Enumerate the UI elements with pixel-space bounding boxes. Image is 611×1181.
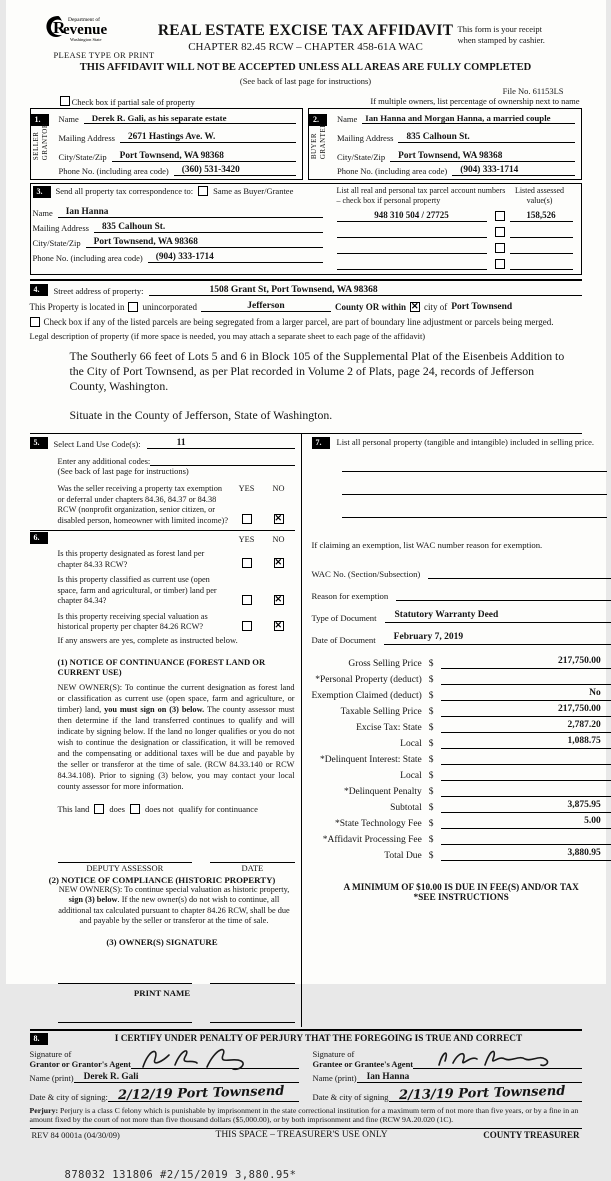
corr-phone-label: Phone No. (including area code) — [33, 253, 148, 263]
land-use-column — [30, 434, 302, 1027]
city-of-label: city of — [424, 302, 447, 312]
money-row: Subtotal $ 3,875.95 — [312, 797, 611, 813]
does-not-label: does not — [145, 804, 174, 814]
buyer-name-label: Name — [337, 114, 362, 124]
notice-compliance-title: (2) NOTICE OF COMPLIANCE (HISTORIC PROPERTY) — [30, 875, 295, 885]
seller-phone-field[interactable]: (360) 531-3420 — [174, 165, 296, 176]
money-row: Gross Selling Price $ 217,750.00 — [312, 653, 611, 669]
legal-description-label: Legal description of property (if more space is needed, you may attach a separate sheet to each page of the affidavit) — [30, 331, 582, 341]
parcel-row — [337, 242, 573, 254]
seller-phone-label: Phone No. (including area code) — [59, 166, 174, 176]
does-checkbox[interactable] — [94, 804, 104, 814]
delinquent-interest-state-field[interactable] — [441, 752, 611, 765]
corr-city-label: City/State/Zip — [33, 238, 86, 248]
dor-logo — [44, 12, 136, 53]
form-title: REAL ESTATE EXCISE TAX AFFIDAVIT — [150, 22, 462, 40]
grantor-signature-line[interactable] — [131, 1056, 299, 1069]
parcel-row — [337, 258, 573, 270]
parcel-number-field[interactable] — [337, 226, 487, 238]
seller-role-label: SELLER GRANTOR — [32, 123, 50, 160]
exemption-claimed-field[interactable]: No — [441, 688, 611, 701]
form-footer — [30, 1128, 582, 1141]
type-of-document-field[interactable]: Statutory Warranty Deed — [385, 610, 611, 623]
land-use-code-field[interactable]: 11 — [147, 438, 295, 449]
reet-affidavit-form — [6, 0, 606, 984]
seller-grantor-box — [30, 108, 304, 180]
sale-price-column — [302, 434, 611, 1027]
date-of-document-label: Date of Document — [312, 635, 384, 645]
historical-yes-checkbox[interactable] — [242, 621, 252, 631]
deputy-date-label: DATE — [210, 863, 294, 873]
exemption-question: Was the seller receiving a property tax exemption or deferral under chapters 84.36, 84.37 or 84.38 RCW (nonprofit organization, senior citizen, or disabled person, homeowner with limited income)? — [30, 484, 231, 526]
correspondence-label: Send all property tax correspondence to: — [56, 186, 194, 196]
logo-dept-text: Department of — [68, 16, 100, 23]
certification-section — [30, 1029, 582, 1125]
historical-no-checkbox[interactable] — [274, 621, 284, 631]
street-address-label: Street address of property: — [48, 286, 150, 296]
same-as-buyer-label: Same as Buyer/Grantee — [213, 186, 293, 196]
seller-mailing-label: Mailing Address — [59, 133, 120, 143]
forest-yes-checkbox[interactable] — [242, 558, 252, 568]
owner-signature-line[interactable] — [210, 973, 294, 984]
land-use-label: Select Land Use Code(s): — [48, 439, 147, 449]
print-name-line[interactable] — [58, 1012, 193, 1023]
same-as-buyer-checkbox[interactable] — [198, 186, 208, 196]
notice-continuance-text: NEW OWNER(S): To continue the current designation as forest land or classification as current use (open space, farm and agriculture, or timber) land, you must sign on (3) below. The county assessor must then determine if the land transferred continues to qualify and will indicate by signing below. If the land no longer qualifies or you do not wish to continue the designation or classification, it will be removed and the compensating or additional taxes will be due and payable by the seller or transferor at the time of sale. (RCW 84.33.140 or RCW 84.34.108). Prior to signing (3) below, you may contact your local county assessor for more information. — [30, 682, 295, 792]
wac-field[interactable] — [428, 566, 610, 579]
city-field[interactable]: Port Townsend — [451, 302, 512, 312]
section3-number: 3. — [33, 186, 51, 198]
current-use-no-checkbox[interactable] — [274, 595, 284, 605]
buyer-phone-label: Phone No. (including area code) — [337, 166, 452, 176]
current-use-question-row: Is this property classified as current use (open space, farm and agricultural, or timber) land per chapter 84.34? ✕ — [30, 575, 295, 607]
parcel-personal-checkbox[interactable] — [495, 211, 505, 221]
section1-number: 1. — [31, 114, 49, 126]
owners-signature-title: (3) OWNER(S) SIGNATURE — [30, 937, 295, 947]
cashier-stamp: 878032 131806 #2/15/2019 3,880.95* — [65, 1169, 582, 1181]
parcel-row — [337, 210, 573, 222]
additional-codes-field[interactable] — [150, 455, 294, 466]
print-name-label: PRINT NAME — [30, 988, 295, 998]
gross-selling-price-field[interactable]: 217,750.00 — [441, 656, 611, 669]
money-row: *State Technology Fee $ 5.00 — [312, 813, 611, 829]
section8-number: 8. — [30, 1033, 48, 1045]
corr-mailing-field[interactable]: 835 Calhoun St. — [94, 222, 323, 233]
grantor-sig-label: Signature of Grantor or Grantor's Agent — [30, 1049, 131, 1069]
parcel-personal-checkbox[interactable] — [495, 227, 505, 237]
receipt-note: This form is your receipt when stamped by cashier. — [458, 24, 576, 46]
personal-property-line[interactable] — [342, 449, 607, 472]
forest-no-checkbox[interactable] — [274, 558, 284, 568]
corr-name-field[interactable]: Ian Hanna — [58, 207, 323, 218]
corr-city-field[interactable]: Port Townsend, WA 98368 — [86, 237, 323, 248]
parcel-number-field[interactable] — [337, 258, 487, 270]
taxable-selling-price-field[interactable]: 217,750.00 — [441, 704, 611, 717]
personal-property-label: List all personal property (tangible and intangible) included in selling price. — [337, 437, 595, 449]
seller-mailing-field[interactable]: 2671 Hastings Ave. W. — [120, 132, 296, 143]
logo-r: R — [53, 18, 66, 37]
money-row: Taxable Selling Price $ 217,750.00 — [312, 701, 611, 717]
money-row: *Delinquent Penalty $ — [312, 781, 611, 797]
rev-number: REV 84 0001a (04/30/09) — [32, 1130, 120, 1140]
historical-question-row: Is this property receiving special valuation as historical property per chapter 84.26 RCW? ✕ — [30, 612, 295, 633]
excise-tax-state-field[interactable]: 2,787.20 — [441, 720, 611, 733]
county-or-within-label: County OR within — [335, 302, 406, 312]
money-row: *Personal Property (deduct) $ — [312, 669, 611, 685]
assessed-value-field[interactable] — [510, 258, 573, 270]
section7-number: 7. — [312, 437, 330, 449]
current-use-yes-checkbox[interactable] — [242, 595, 252, 605]
see-back-note: (See back of last page for instructions) — [30, 76, 582, 86]
assessed-value-field[interactable] — [510, 226, 573, 238]
grantor-signature-block — [30, 1049, 299, 1102]
type-or-print-label: PLEASE TYPE OR PRINT — [54, 50, 155, 60]
delinquent-penalty-field[interactable] — [441, 784, 611, 797]
grantee-date-field[interactable]: 2/13/19 Port Townsend — [389, 1086, 582, 1102]
see-instructions-note: *SEE INSTRUCTIONS — [312, 893, 611, 903]
file-number: File No. 61153LS — [503, 86, 564, 96]
grantor-date-field[interactable]: 2/12/19 Port Townsend — [108, 1086, 299, 1102]
affidavit-processing-fee-field[interactable] — [441, 832, 611, 845]
parcel-numbers-header: List all real and personal tax parcel account numbers – check box if personal property — [337, 186, 507, 206]
additional-codes-label: Enter any additional codes: — [58, 456, 151, 466]
money-row: Local $ 1,088.75 — [312, 733, 611, 749]
wac-label: WAC No. (Section/Subsection) — [312, 569, 429, 579]
partial-sale-checkbox[interactable] — [60, 96, 70, 106]
buyer-mailing-field[interactable]: 835 Calhoun St. — [398, 132, 574, 143]
property-address-section — [30, 279, 582, 423]
grantee-name-label: Name (print) — [313, 1073, 357, 1083]
exemption-no-checkbox[interactable] — [274, 514, 284, 524]
exemption-note: If claiming an exemption, list WAC number reason for exemption. — [312, 540, 611, 550]
grantee-signature-line[interactable] — [413, 1056, 581, 1069]
subtotal-field[interactable]: 3,875.95 — [441, 800, 611, 813]
partial-sale-label: Check box if partial sale of property — [72, 97, 195, 107]
deputy-assessor-label: DEPUTY ASSESSOR — [58, 863, 193, 873]
print-name-line[interactable] — [210, 1012, 294, 1023]
assessed-value-field[interactable] — [510, 242, 573, 254]
date-of-document-field[interactable]: February 7, 2019 — [384, 632, 611, 645]
buyer-role-label: BUYER GRANTEE — [310, 123, 328, 159]
situate-text[interactable]: Situate in the County of Jefferson, State of Washington. — [70, 408, 572, 423]
buyer-name-field[interactable]: Ian Hanna and Morgan Hanna, a married couple — [362, 113, 574, 124]
buyer-mailing-label: Mailing Address — [337, 133, 398, 143]
notice-continuance-title: (1) NOTICE OF CONTINUANCE (FOREST LAND OR CURRENT USE) — [30, 657, 295, 677]
logo-state-text: Washington State — [70, 37, 102, 42]
street-address-field[interactable]: 1508 Grant St, Port Townsend, WA 98368 — [149, 285, 581, 296]
personal-property-line[interactable] — [342, 472, 607, 495]
forest-land-question-row: Is this property designated as forest land per chapter 84.33 RCW? ✕ — [30, 549, 295, 570]
no-header: NO — [263, 484, 295, 495]
section5-number: 5. — [30, 437, 48, 449]
section4-number: 4. — [30, 284, 48, 296]
seller-name-label: Name — [59, 114, 84, 124]
if-any-yes-note: If any answers are yes, complete as instructed below. — [30, 635, 295, 645]
yes-header: YES — [231, 535, 263, 544]
qualify-label: qualify for continuance — [179, 804, 258, 814]
notice-compliance-text: NEW OWNER(S): To continue special valuation as historic property, sign (3) below. If the new owner(s) do not wish to continue, all additional tax calculated pursuant to chapter 84.26 RCW, shall be due and payable by the seller or transferor at the time of sale. — [30, 885, 295, 927]
money-row: *Delinquent Interest: State $ — [312, 749, 611, 765]
delinquent-interest-local-field[interactable] — [441, 768, 611, 781]
does-label: does — [109, 804, 125, 814]
legal-description-text[interactable]: The Southerly 66 feet of Lots 5 and 6 in Block 105 of the Supplemental Plat of the Eisenbeis Addition to the City of Port Townsend, as per Plat recorded in Volume 2 of Plats, page 24, records of Jefferson County, Washington. — [70, 349, 572, 394]
corr-name-label: Name — [33, 208, 58, 218]
seller-name-field[interactable]: Derek R. Gali, as his separate estate — [84, 113, 296, 124]
parcel-row — [337, 226, 573, 238]
excise-tax-local-field[interactable]: 1,088.75 — [441, 736, 611, 749]
yes-header: YES — [231, 484, 263, 495]
parcel-personal-checkbox[interactable] — [495, 259, 505, 269]
personal-property-deduct-field[interactable] — [441, 672, 611, 685]
reason-label: Reason for exemption — [312, 591, 397, 601]
seller-city-field[interactable]: Port Townsend, WA 98368 — [112, 151, 296, 162]
owner-signature-line[interactable] — [58, 973, 193, 984]
personal-property-line[interactable] — [342, 495, 607, 518]
perjury-note: Perjury: Perjury is a class C felony which is punishable by imprisonment in the state correctional institution for a maximum term of not more than five years, or by a fine in an amount fixed by the court of not more than five thousand dollars ($5,000.00), or by both imprisonment and fine (RCW 9A.20.020 (1C). — [30, 1106, 582, 1125]
parcel-number-field[interactable] — [337, 242, 487, 254]
does-not-checkbox[interactable] — [130, 804, 140, 814]
section2-number: 2. — [309, 114, 327, 126]
certify-statement: I CERTIFY UNDER PENALTY OF PERJURY THAT THE FOREGOING IS TRUE AND CORRECT — [56, 1034, 582, 1044]
exemption-yes-checkbox[interactable] — [242, 514, 252, 524]
deputy-assessor-signature-line[interactable] — [58, 852, 193, 863]
type-of-document-label: Type of Document — [312, 613, 385, 623]
section6-number: 6. — [30, 532, 48, 544]
no-header: NO — [263, 535, 295, 544]
state-technology-fee-field[interactable]: 5.00 — [441, 816, 611, 829]
parcel-number-field[interactable]: 948 310 504 / 27725 — [337, 210, 487, 222]
assessed-value-field[interactable]: 158,526 — [510, 210, 573, 222]
deputy-date-line[interactable] — [210, 852, 294, 863]
total-due-field[interactable]: 3,880.95 — [441, 848, 611, 861]
county-treasurer-label: COUNTY TREASURER — [483, 1130, 579, 1140]
grantee-date-label: Date & city of signing — [313, 1092, 389, 1102]
grantor-name-field[interactable]: Derek R. Gali — [74, 1072, 299, 1083]
city-of-checkbox[interactable] — [410, 302, 420, 312]
unincorporated-label: unincorporated — [142, 302, 196, 312]
money-row: Total Due $ 3,880.95 — [312, 845, 611, 861]
reason-field[interactable] — [396, 588, 611, 601]
grantee-sig-label: Signature of Grantee or Grantee's Agent — [313, 1049, 414, 1069]
treasurer-space-label: THIS SPACE – TREASURER'S USE ONLY — [216, 1130, 388, 1140]
buyer-city-label: City/State/Zip — [337, 152, 390, 162]
minimum-due-note: A MINIMUM OF $10.00 IS DUE IN FEE(S) AND/OR TAX — [312, 883, 611, 893]
money-row: Local $ — [312, 765, 611, 781]
logo-brand-text: evenue — [63, 22, 108, 38]
buyer-phone-field[interactable]: (904) 333-1714 — [452, 165, 574, 176]
corr-mailing-label: Mailing Address — [33, 223, 94, 233]
grantee-signature-block — [313, 1049, 582, 1102]
grantor-name-label: Name (print) — [30, 1073, 74, 1083]
money-row: *Affidavit Processing Fee $ — [312, 829, 611, 845]
located-in-label: This Property is located in — [30, 302, 125, 312]
grantor-date-label: Date & city of signing: — [30, 1092, 108, 1102]
unincorporated-checkbox[interactable] — [128, 302, 138, 312]
form-warning: THIS AFFIDAVIT WILL NOT BE ACCEPTED UNLESS ALL AREAS ARE FULLY COMPLETED — [30, 62, 582, 73]
seller-city-label: City/State/Zip — [59, 152, 112, 162]
this-land-label: This land — [58, 804, 90, 814]
section5-see-back: (See back of last page for instructions) — [30, 466, 295, 476]
grantee-name-field[interactable]: Ian Hanna — [357, 1072, 582, 1083]
corr-phone-field[interactable]: (904) 333-1714 — [148, 252, 323, 263]
multiple-owners-note: If multiple owners, list percentage of ownership next to name — [370, 96, 579, 107]
tax-correspondence-box — [30, 183, 582, 275]
assessed-values-header: Listed assessed value(s) — [507, 186, 573, 206]
segregated-checkbox[interactable] — [30, 317, 40, 327]
partial-sale-row — [60, 96, 195, 107]
form-header — [30, 10, 582, 96]
money-row: Excise Tax: State $ 2,787.20 — [312, 717, 611, 733]
buyer-grantee-box — [308, 108, 582, 180]
buyer-city-field[interactable]: Port Townsend, WA 98368 — [390, 151, 574, 162]
county-field[interactable]: Jefferson — [201, 301, 331, 312]
money-row: Exemption Claimed (deduct) $ No — [312, 685, 611, 701]
parcel-personal-checkbox[interactable] — [495, 243, 505, 253]
segregated-label: Check box if any of the listed parcels are being segregated from a larger parcel, are part of boundary line adjustment or parcels being merged. — [44, 317, 554, 327]
form-subtitle: CHAPTER 82.45 RCW – CHAPTER 458-61A WAC — [150, 41, 462, 53]
